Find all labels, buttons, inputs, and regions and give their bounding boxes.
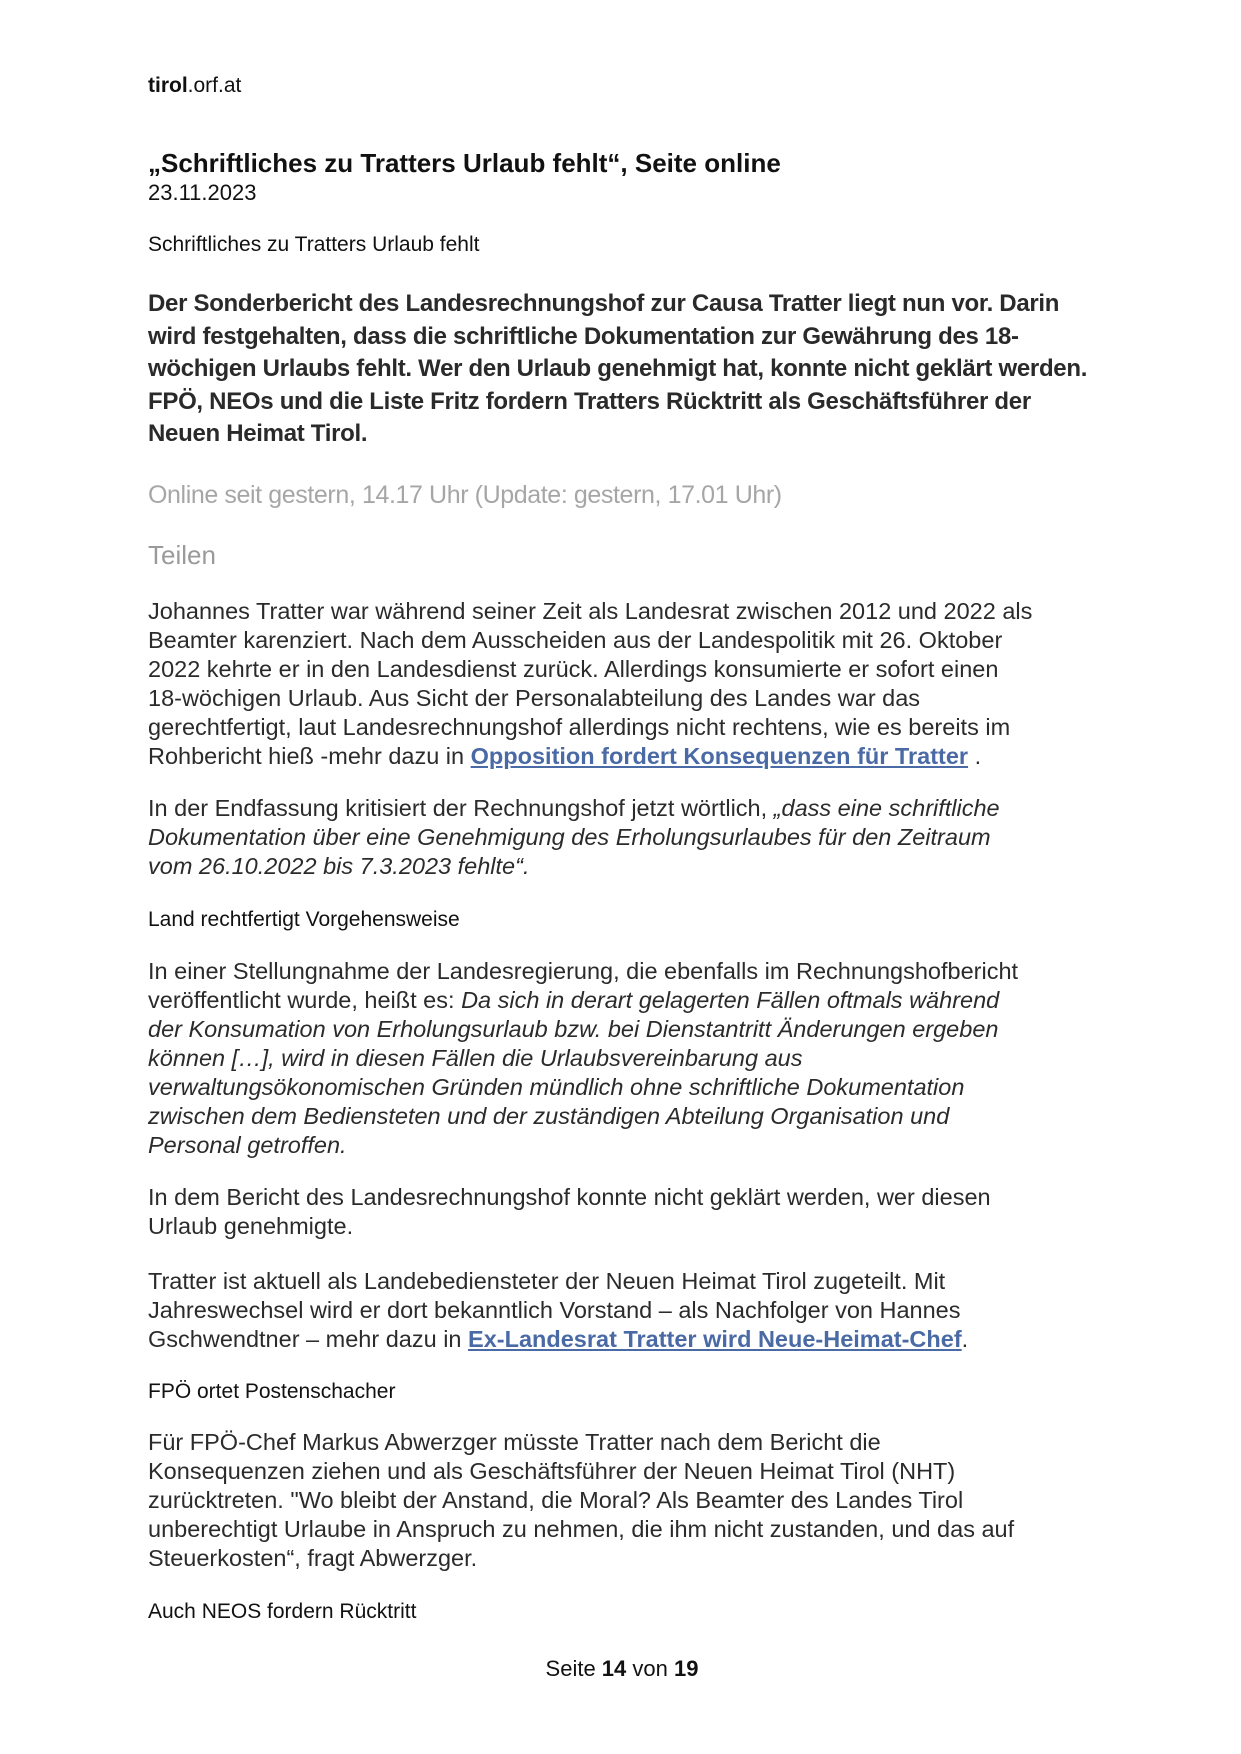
lead-line: Neuen Heimat Tirol. [148, 420, 368, 447]
lead-line: Der Sonderbericht des Landesrechnungshof zur Causa Tratter liegt nun vor. Darin [148, 290, 1060, 317]
online-timestamp: Online seit gestern, 14.17 Uhr (Update: gestern, 17.01 Uhr) [148, 481, 782, 509]
page-number-total: 19 [673, 1656, 699, 1681]
source-domain [148, 74, 241, 98]
paragraph-line: Jahreswechsel wird er dort bekanntlich Vorstand – als Nachfolger von Hannes [148, 1297, 961, 1323]
paragraph-line [148, 1102, 1108, 1131]
paragraph-line [148, 986, 1108, 1015]
paragraph-line [148, 1073, 1108, 1102]
paragraph-line: Johannes Tratter war während seiner Zeit als Landesrat zwischen 2012 und 2022 als [148, 598, 1033, 624]
paragraph-line [148, 1044, 1108, 1073]
paragraph-line: In dem Bericht des Landesrechnungshof konnte nicht geklärt werden, wer diesen [148, 1184, 991, 1210]
share-link[interactable]: Teilen [148, 540, 216, 570]
paragraph-text: Gschwendtner – mehr dazu in [148, 1326, 469, 1352]
quote-text: vom 26.10.2022 bis 7.3.2023 fehlte“. [148, 853, 530, 879]
page-number [148, 1656, 1096, 1682]
paragraph-2 [148, 794, 1108, 881]
paragraph-line: Beamter karenziert. Nach dem Ausscheiden aus der Landespolitik mit 26. Oktober [148, 627, 1003, 653]
source-domain-bold: tirol [148, 74, 188, 97]
paragraph-line [148, 742, 1108, 771]
paragraph-text: Rohbericht hieß -mehr dazu in [148, 743, 471, 769]
paragraph-text: In der Endfassung kritisiert der Rechnungshof jetzt wörtlich, [148, 795, 774, 821]
paragraph-text: . [968, 743, 982, 769]
subheading-fpoe: FPÖ ortet Postenschacher [148, 1380, 396, 1403]
paragraph-line [148, 1015, 1108, 1044]
paragraph-1 [148, 597, 1108, 771]
paragraph-line: zurücktreten. "Wo bleibt der Anstand, die Moral? Als Beamter des Landes Tirol [148, 1487, 964, 1513]
quote-text: verwaltungsökonomischen Gründen mündlich ohne schriftliche Dokumentation [148, 1074, 965, 1100]
article-date: 23.11.2023 [148, 180, 257, 205]
quote-text: der Konsumation von Erholungsurlaub bzw. bei Dienstantritt Änderungen ergeben [148, 1016, 999, 1042]
paragraph-6 [148, 1428, 1108, 1573]
paragraph-text: . [961, 1326, 969, 1352]
quote-text: können […], wird in diesen Fällen die Urlaubsvereinbarung aus [148, 1045, 803, 1071]
paragraph-line [148, 852, 1108, 881]
paragraph-line: gerechtfertigt, laut Landesrechnungshof allerdings nicht rechtens, wie es bereits im [148, 714, 1011, 740]
paragraph-line: 18-wöchigen Urlaub. Aus Sicht der Personalabteilung des Landes war das [148, 685, 921, 711]
paragraph-line: 2022 kehrte er in den Landesdienst zurück. Allerdings konsumierte er sofort einen [148, 656, 999, 682]
article-lead [148, 288, 1098, 451]
lead-line: FPÖ, NEOs und die Liste Fritz fordern Tratters Rücktritt als Geschäftsführer der [148, 387, 1031, 415]
paragraph-line: In einer Stellungnahme der Landesregierung, die ebenfalls im Rechnungshofbericht [148, 958, 1019, 984]
article-subheading: Schriftliches zu Tratters Urlaub fehlt [148, 233, 480, 256]
subheading-neos: Auch NEOS fordern Rücktritt [148, 1600, 417, 1623]
lead-line: wöchigen Urlaubs fehlt. Wer den Urlaub genehmigt hat, konnte nicht geklärt werden. [148, 355, 1088, 382]
lead-line: wird festgehalten, dass die schriftliche Dokumentation zur Gewährung des 18- [148, 322, 1019, 350]
source-domain-rest: .orf.at [187, 74, 242, 97]
paragraph-4 [148, 1183, 1108, 1241]
page-number-middle: von [626, 1656, 674, 1681]
paragraph-line: Konsequenzen ziehen und als Geschäftsführer der Neuen Heimat Tirol (NHT) [148, 1458, 956, 1484]
page-number-current: 14 [601, 1656, 627, 1681]
page-number-prefix: Seite [545, 1656, 602, 1681]
paragraph-line: unberechtigt Urlaube in Anspruch zu nehmen, die ihm nicht zustanden, und das auf [148, 1516, 1015, 1542]
paragraph-5 [148, 1267, 1108, 1354]
paragraph-text: veröffentlicht wurde, heißt es: [148, 987, 462, 1013]
paragraph-line [148, 1325, 1108, 1354]
quote-text: Personal getroffen. [148, 1132, 347, 1158]
subheading-land: Land rechtfertigt Vorgehensweise [148, 908, 460, 931]
paragraph-line: Steuerkosten“, fragt Abwerzger. [148, 1545, 478, 1571]
paragraph-line: Urlaub genehmigte. [148, 1213, 354, 1239]
paragraph-line [148, 1131, 1108, 1160]
quote-text: zwischen dem Bediensteten und der zuständigen Abteilung Organisation und [148, 1103, 950, 1129]
quote-text: Dokumentation über eine Genehmigung des Erholungsurlaubes für den Zeitraum [148, 824, 991, 850]
quote-text: „dass eine schriftliche [773, 795, 1000, 821]
paragraph-line [148, 794, 1108, 823]
link-opposition-fordert[interactable]: Opposition fordert Konsequenzen für Tratter [470, 743, 969, 769]
paragraph-line: Tratter ist aktuell als Landebediensteter der Neuen Heimat Tirol zugeteilt. Mit [148, 1268, 946, 1294]
article-title: „Schriftliches zu Tratters Urlaub fehlt“, Seite online [148, 148, 781, 178]
quote-text: Da sich in derart gelagerten Fällen oftmals während [461, 987, 1000, 1013]
paragraph-line [148, 823, 1108, 852]
paragraph-3 [148, 957, 1108, 1160]
link-ex-landesrat[interactable]: Ex-Landesrat Tratter wird Neue-Heimat-Chef [468, 1326, 962, 1352]
paragraph-line: Für FPÖ-Chef Markus Abwerzger müsste Tratter nach dem Bericht die [148, 1429, 881, 1455]
